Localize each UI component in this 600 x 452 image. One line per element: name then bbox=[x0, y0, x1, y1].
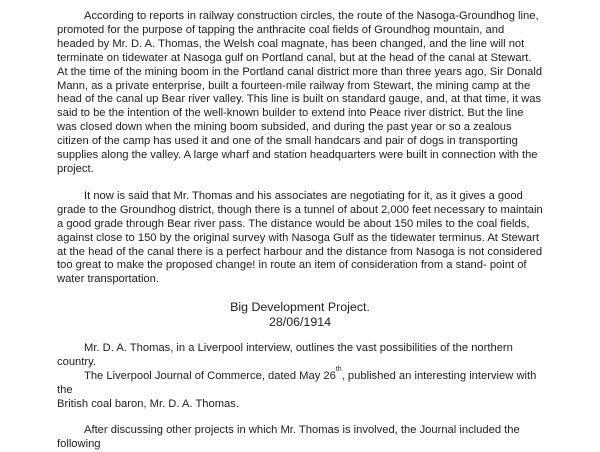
section-date: 28/06/1914 bbox=[268, 315, 331, 330]
paragraph-interview bbox=[57, 342, 543, 412]
section-title: Big Development Project. bbox=[230, 300, 370, 315]
interview-line-2-rest: , published an interesting interview with the bbox=[57, 370, 537, 396]
interview-line-2-text: The Liverpool Journal of Commerce, dated May 26 bbox=[84, 370, 336, 383]
superscript-th: th bbox=[335, 366, 342, 374]
interview-line-1: Mr. D. A. Thomas, in a Liverpool interview, outlines the vast possibilities of the northern country. bbox=[57, 342, 513, 369]
paragraph-negotiations: It now is said that Mr. Thomas and his associates are negotiating for it, as it gives a good grade to the Groundhog district, though there is a tunnel of about 2,000 feet necessary to maintain a good grade through Bear river pass. The distance would be about 150 miles to the coal fields, against close to 150 by the original survey with Nasoga Gulf as the tidewater terminus. At Stewart at the head of the canal there is a perfect harbour and the distance from Nasoga is not considered too great to make the proposed change! in route an item of consideration from a stand- point of water transportation. bbox=[57, 189, 543, 286]
interview-line-3: British coal baron, Mr. D. A. Thomas. bbox=[57, 397, 239, 410]
paragraph-journal: After discussing other projects in which Mr. Thomas is involved, the Journal included the following bbox=[57, 423, 520, 450]
paragraph-railway-route: According to reports in railway construction circles, the route of the Nasoga-Groundhog line, promoted for the purpose of tapping the anthracite coal fields of Groundhog mountain, and headed by Mr. D. A. Thomas, the Welsh coal magnate, has been changed, and the line will not terminate on tidewater at Nasoga gulf on Portland canal, but at the head of the canal at Stewart. At the time of the mining boom in the Portland canal district more than three years ago, Sir Donald Mann, as a private enterprise, built a fourteen-mile railway from Stewart, the mining camp at the head of the canal up Bear river valley. This line is built on standard gauge, and, at that time, it was said to be the intention of the well-known builder to extend into Peace river district. But the line was closed down when the mining boom subsided, and during the past year or so a zealous citizen of the camp has used it and one of the small handcars and pair of dogs in transporting supplies along the valley. A large wharf and station headquarters were built in connection with the project. bbox=[57, 10, 543, 175]
interview-line-2 bbox=[57, 366, 543, 398]
